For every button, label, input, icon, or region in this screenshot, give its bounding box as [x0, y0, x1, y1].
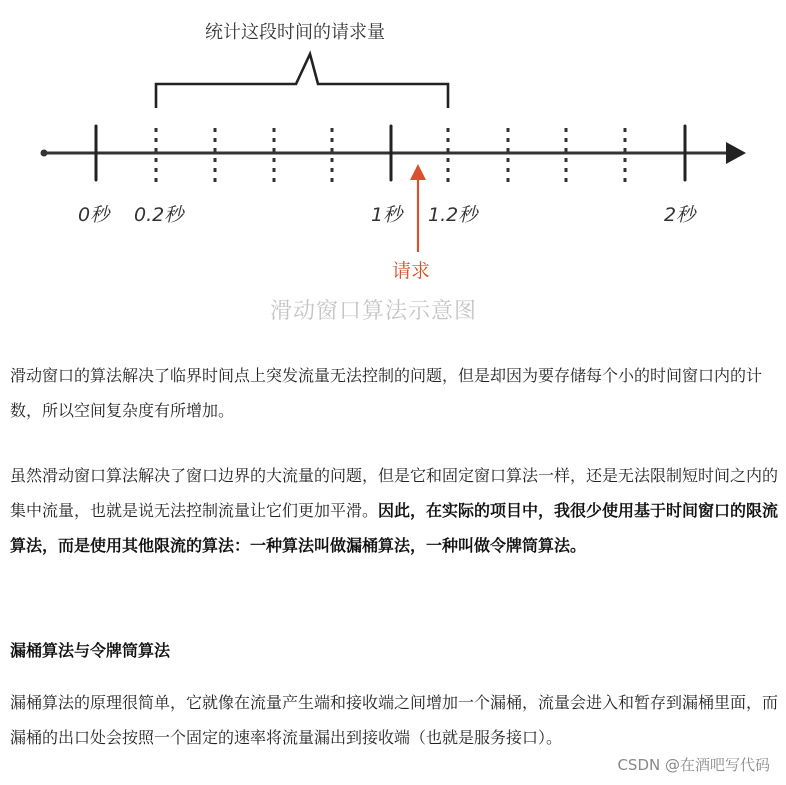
- request-label: 请求: [392, 260, 431, 282]
- article-body: [10, 358, 780, 563]
- paragraph-leaky-bucket: 漏桶算法的原理很简单，它就像在流量产生端和接收端之间增加一个漏桶，流量会进入和暂存到漏桶里面，而漏桶的出口处会按照一个固定的速率将流量漏出到接收端（也就是服务接口）。: [10, 693, 779, 747]
- tick-label-0-2s: 0.2秒: [134, 204, 184, 226]
- tick-label-2s: 2秒: [664, 204, 696, 226]
- timeline-svg: [0, 0, 786, 340]
- paragraph-sliding-window-limits: [10, 458, 780, 563]
- paragraph-normal-text: 虽然滑动窗口算法解决了窗口边界的大流量的问题，但是它和固定窗口算法一样，还是无法限制短时间之内的集中流量，也就是说无法控制流量让它们更加平滑。: [10, 466, 779, 520]
- section-heading: 漏桶算法与令牌筒算法: [10, 641, 171, 660]
- figure-caption: 滑动窗口算法示意图: [270, 299, 478, 324]
- axis-arrow: [726, 142, 746, 164]
- window-bracket: [156, 54, 448, 108]
- axis-start-dot: [41, 150, 48, 157]
- tick-label-0s: 0秒: [78, 204, 110, 226]
- tick-label-1s: 1秒: [371, 204, 403, 226]
- csdn-watermark: CSDN @在酒吧写代码: [617, 756, 770, 774]
- bracket-label: 统计这段时间的请求量: [205, 22, 385, 43]
- sliding-window-diagram: [0, 0, 786, 340]
- request-arrow-head: [410, 164, 426, 180]
- paragraph-bold-text: 因此，在实际的项目中，我很少使用基于时间窗口的限流算法，而是使用其他限流的算法：一种算法叫做漏桶算法，一种叫做令牌筒算法。: [10, 501, 779, 555]
- paragraph-sliding-window-cost: 滑动窗口的算法解决了临界时间点上突发流量无法控制的问题，但是却因为要存储每个小的时间窗口内的计数，所以空间复杂度有所增加。: [10, 366, 763, 420]
- tick-label-1-2s: 1.2秒: [428, 204, 478, 226]
